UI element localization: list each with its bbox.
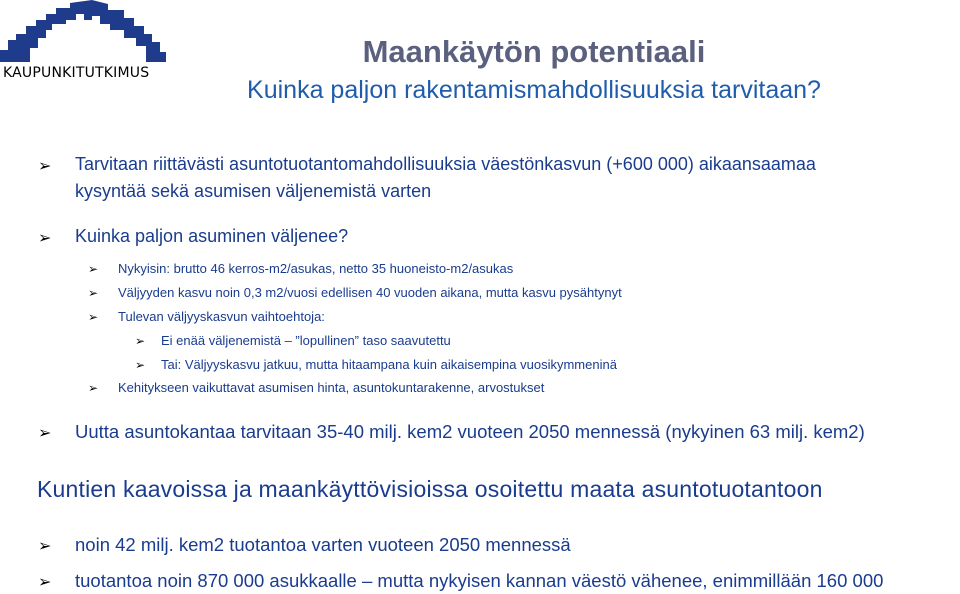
section-heading: Kuntien kaavoissa ja maankäyttövisioissa osoitettu maata asuntotuotantoon	[37, 476, 823, 502]
bullet-3	[38, 421, 865, 443]
bullet-5-text: tuotantoa noin 870 000 asukkaalle – mutta nykyisen kannan väestö vähenee, enimmillään 160 000	[75, 570, 884, 591]
bullet-2-text: Kuinka paljon asuminen väljenee?	[75, 226, 349, 246]
sub-bullet-3-text: Tulevan väljyyskasvun vaihtoehtoja:	[118, 309, 325, 324]
arrowhead-bullet-icon: ➢	[88, 381, 99, 395]
bullet-4	[38, 534, 571, 556]
sub-bullet-4-text: Kehitykseen vaikuttavat asumisen hinta, asuntokuntarakenne, arvostukset	[118, 380, 545, 395]
bullet-3-text: Uutta asuntokantaa tarvitaan 35-40 milj. kem2 vuoteen 2050 mennessä (nykyinen 63 milj. kem2)	[75, 421, 865, 442]
arrowhead-bullet-icon: ➢	[135, 334, 146, 348]
arrowhead-bullet-icon: ➢	[38, 230, 52, 247]
bullet-4-text: noin 42 milj. kem2 tuotantoa varten vuoteen 2050 mennessä	[75, 534, 571, 555]
sub-bullet-3	[88, 309, 325, 324]
bullet-1-line-2: kysyntää sekä asumisen väljenemistä varten	[75, 181, 432, 201]
arrowhead-bullet-icon: ➢	[88, 262, 99, 276]
bullet-1	[38, 154, 816, 175]
sub-sub-bullet-2	[135, 357, 617, 372]
logo-text: KAUPUNKITUTKIMUS	[3, 65, 150, 81]
arrowhead-bullet-icon: ➢	[88, 286, 99, 300]
sub-sub-bullet-1-text: Ei enää väljenemistä – ”lopullinen” taso saavutettu	[161, 333, 451, 348]
sub-bullet-2-text: Väljyyden kasvu noin 0,3 m2/vuosi edellisen 40 vuoden aikana, mutta kasvu pysähtynyt	[118, 285, 622, 300]
sub-sub-bullet-1	[135, 333, 451, 348]
sub-sub-bullet-2-text: Tai: Väljyyskasvu jatkuu, mutta hitaampana kuin aikaisempina vuosikymmeninä	[161, 357, 617, 372]
arrowhead-bullet-icon: ➢	[88, 310, 99, 324]
arrowhead-bullet-icon: ➢	[135, 358, 146, 372]
page-title: Maankäytön potentiaali	[362, 34, 706, 69]
sub-bullet-4	[88, 380, 545, 395]
bullet-2	[38, 226, 349, 247]
arrowhead-bullet-icon: ➢	[38, 574, 52, 591]
sub-bullet-1	[88, 261, 514, 276]
page-subtitle: Kuinka paljon rakentamismahdollisuuksia tarvitaan?	[247, 76, 821, 104]
bullet-1-line-1: Tarvitaan riittävästi asuntotuotantomahdollisuuksia väestönkasvun (+600 000) aikaansaamaa	[75, 154, 816, 174]
arrowhead-bullet-icon: ➢	[38, 425, 52, 442]
sub-bullet-1-text: Nykyisin: brutto 46 kerros-m2/asukas, netto 35 huoneisto-m2/asukas	[118, 261, 514, 276]
arrowhead-bullet-icon: ➢	[38, 538, 52, 555]
bullet-1-continued	[75, 181, 431, 202]
sub-bullet-2	[88, 285, 622, 300]
arrowhead-bullet-icon: ➢	[38, 158, 52, 175]
bullet-5	[38, 570, 884, 592]
